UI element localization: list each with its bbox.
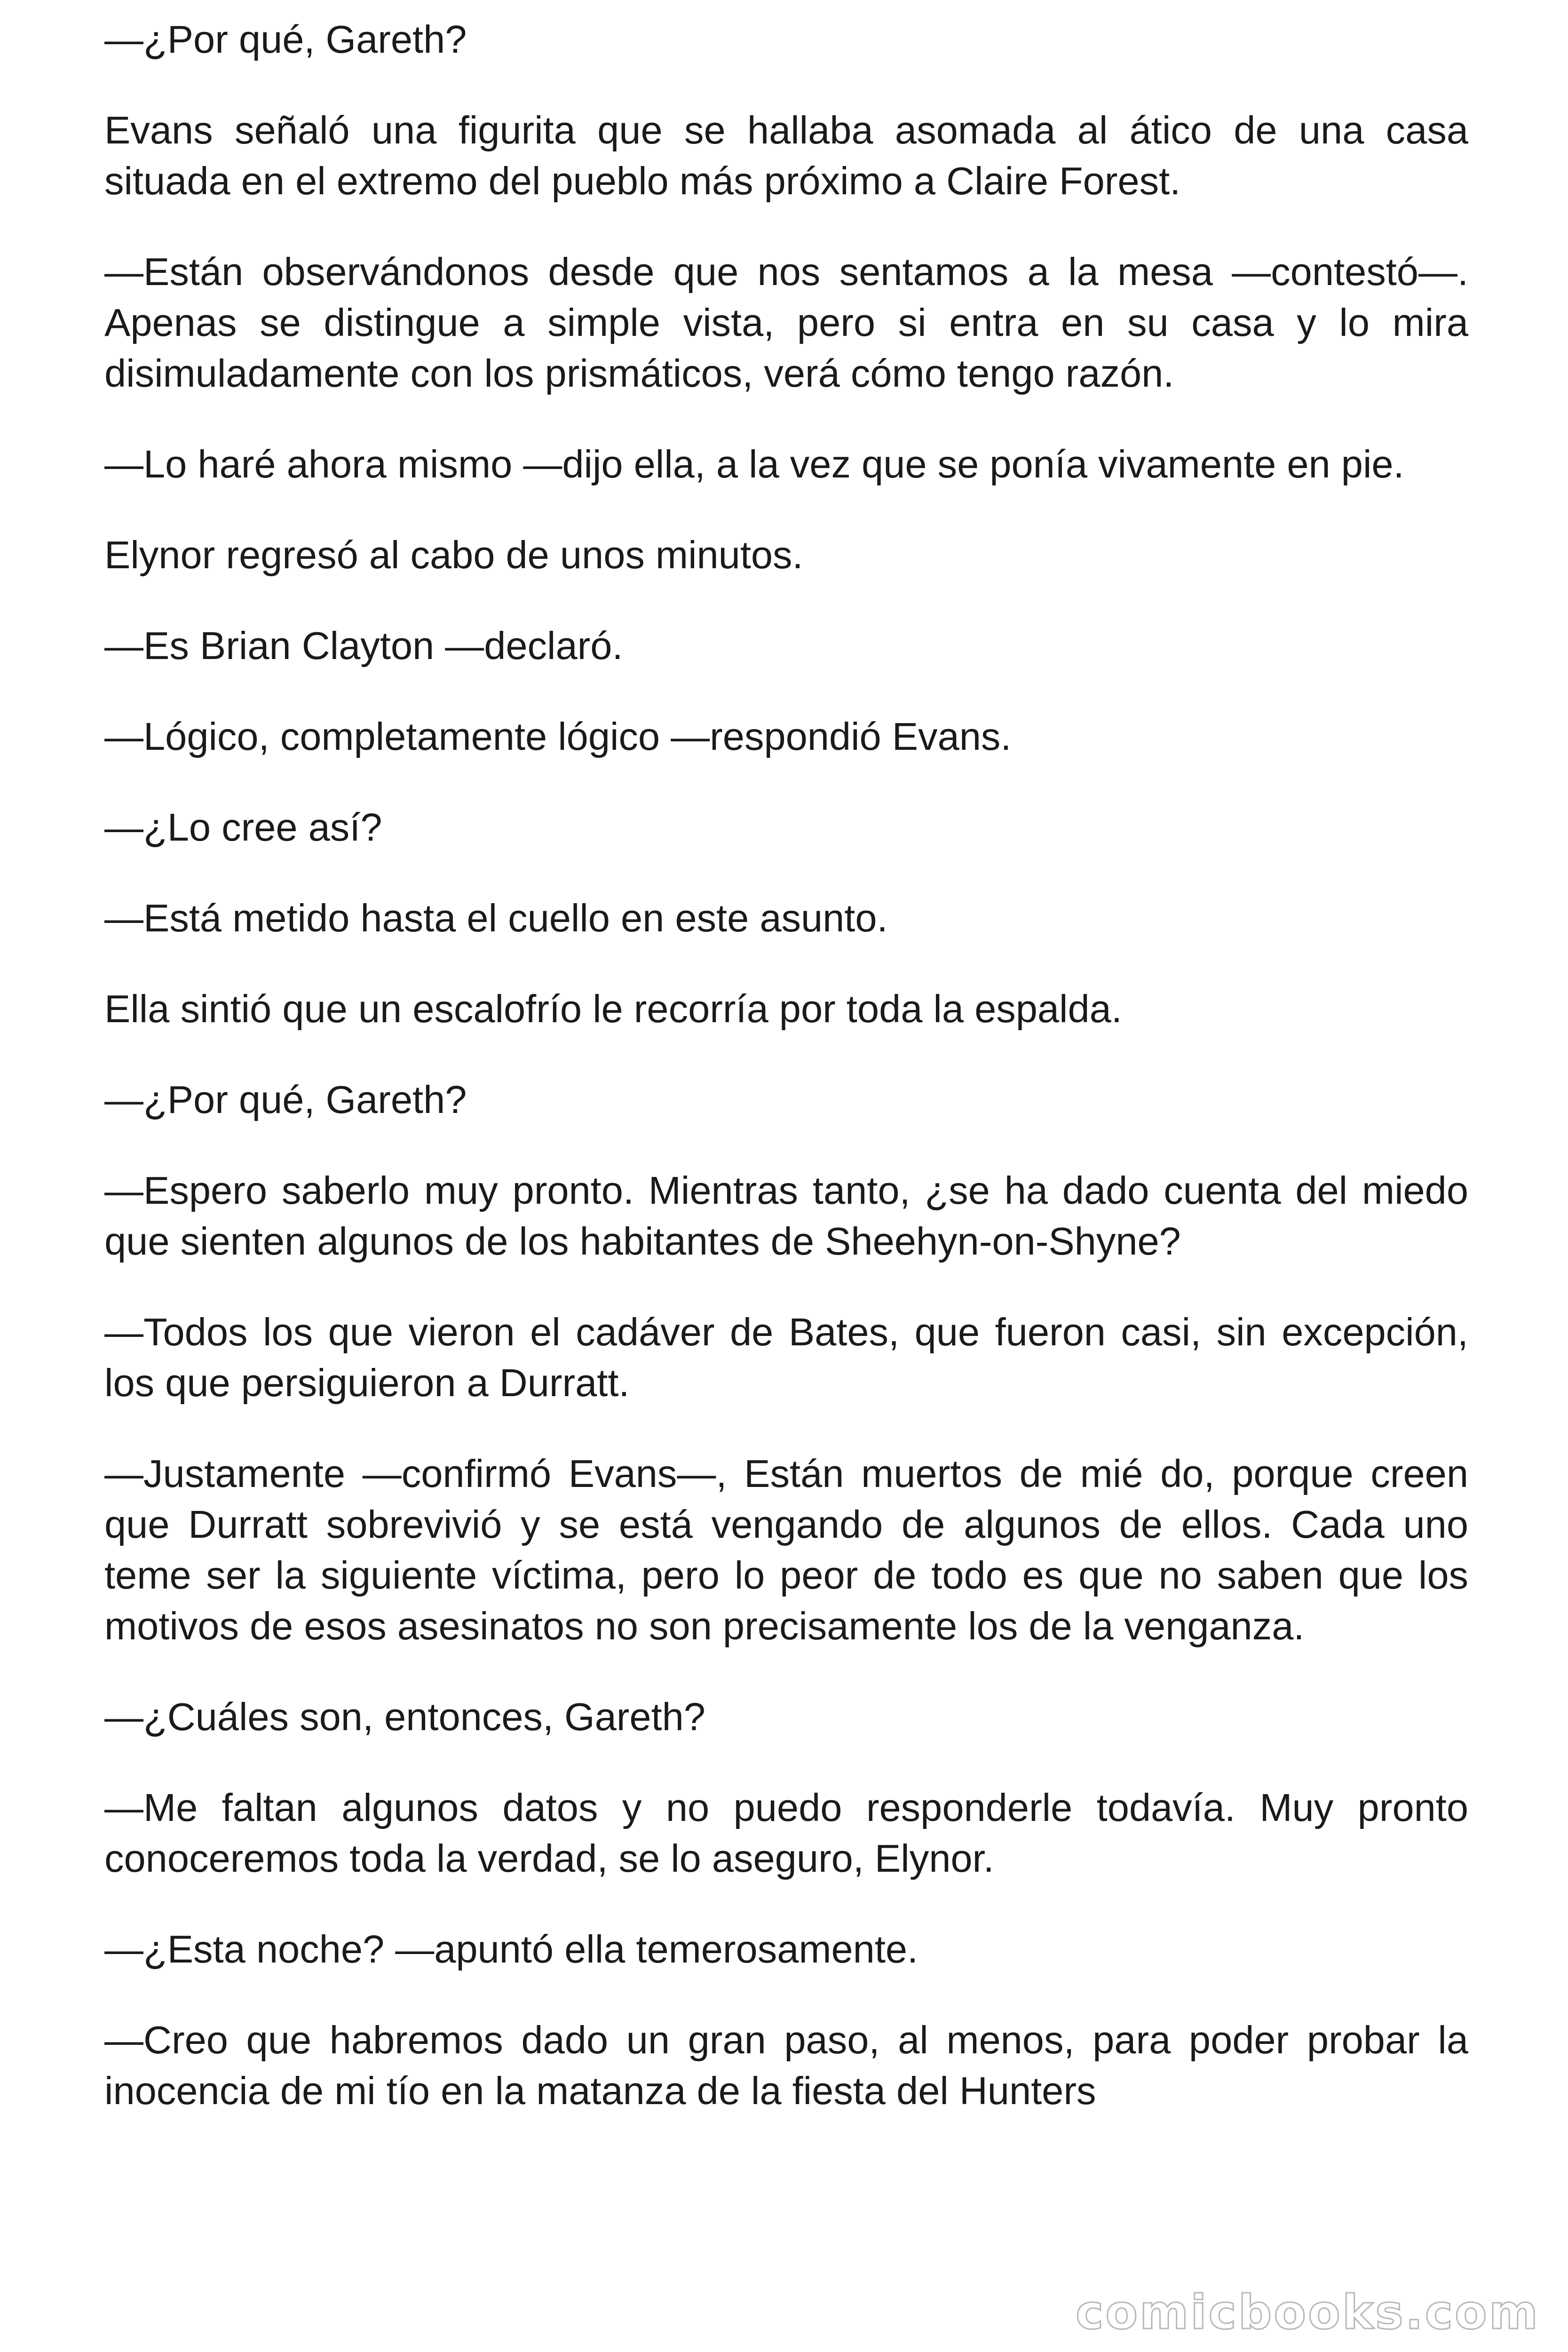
watermark: comicbooks.com [1076,2285,1540,2340]
paragraph: —Todos los que vieron el cadáver de Bates, que fueron casi, sin excepción, los que persiguieron a Durratt. [104,1310,1468,1405]
paragraph: —Justamente —confirmó Evans—, Están muertos de mié do, porque creen que Durratt sobrevivió y se está vengando de algunos de ellos. Cada uno teme ser la siguiente víctima, pero lo peor de todo es que no saben que los motivos de esos asesinatos no son precisamente los de la venganza. [104,1452,1468,1648]
paragraph: —¿Cuáles son, entonces, Gareth? [104,1695,705,1739]
paragraph: —¿Por qué, Gareth? [104,1078,467,1121]
paragraph: —Lo haré ahora mismo —dijo ella, a la vez que se ponía vivamente en pie. [104,442,1404,486]
paragraph: —¿Por qué, Gareth? [104,17,467,61]
paragraph: —Me faltan algunos datos y no puedo responderle todavía. Muy pronto conoceremos toda la verdad, se lo aseguro, Elynor. [104,1786,1468,1880]
paragraph: —¿Esta noche? —apuntó ella temerosamente. [104,1927,919,1971]
paragraph: Ella sintió que un escalofrío le recorría por toda la espalda. [104,987,1122,1031]
body-text [104,14,1468,2156]
paragraph: —Está metido hasta el cuello en este asunto. [104,896,888,940]
paragraph: —Es Brian Clayton —declaró. [104,624,623,667]
paragraph: —¿Lo cree así? [104,805,382,849]
paragraph: —Espero saberlo muy pronto. Mientras tanto, ¿se ha dado cuenta del miedo que sienten algunos de los habitantes de Sheehyn-on-Shyne? [104,1168,1468,1263]
paragraph: Elynor regresó al cabo de unos minutos. [104,533,803,577]
paragraph: —Lógico, completamente lógico —respondió Evans. [104,715,1012,758]
paragraph: —Creo que habremos dado un gran paso, al menos, para poder probar la inocencia de mi tío en la matanza de la fiesta del Hunters [104,2018,1468,2113]
paragraph: —Están observándonos desde que nos sentamos a la mesa —contestó—. Apenas se distingue a simple vista, pero si entra en su casa y lo mira disimuladamente con los prismáticos, verá cómo tengo razón. [104,250,1468,395]
paragraph: Evans señaló una figurita que se hallaba asomada al ático de una casa situada en el extremo del pueblo más próximo a Claire Forest. [104,108,1468,203]
